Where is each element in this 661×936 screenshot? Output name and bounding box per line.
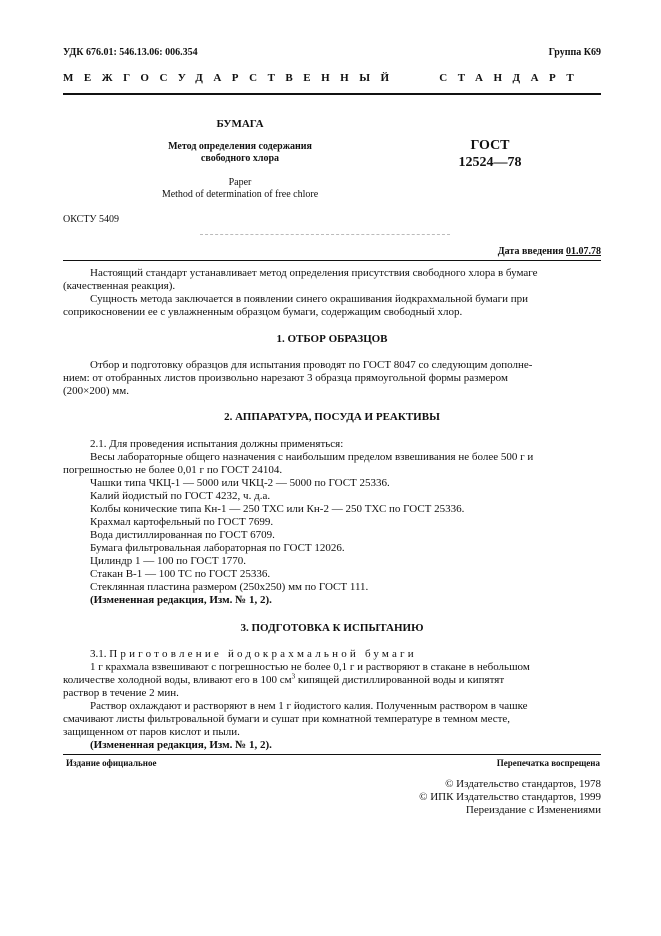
date-rule bbox=[63, 260, 601, 261]
equipment-item: Вода дистиллированная по ГОСТ 6709. bbox=[90, 529, 275, 541]
english-title-line2: Method of determination of free chlore bbox=[161, 189, 319, 200]
equipment-item: Колбы конические типа Кн-1 — 250 ТХС или Кн-2 — 250 ТХС по ГОСТ 25336. bbox=[90, 503, 465, 515]
scales-line2: погрешностью не более 0,01 г по ГОСТ 24104. bbox=[63, 464, 283, 476]
section-3-p2-line3: защищенном от паров кислот и пыли. bbox=[63, 726, 240, 738]
method-title-line1: Метод определения содержания bbox=[168, 141, 312, 152]
scales-item bbox=[63, 451, 601, 477]
introduction-date-value: 01.07.78 bbox=[566, 246, 601, 257]
method-title bbox=[110, 141, 370, 165]
introduction-date-label: Дата введения bbox=[497, 246, 564, 257]
intro-p2-line2: соприкосновении ее с увлажненным образцом бумаги, содержащим свободный хлор. bbox=[63, 306, 463, 318]
intro-paragraph-1 bbox=[63, 267, 601, 293]
official-edition-label: Издание официальное bbox=[66, 758, 157, 768]
section-3-p1-line2 bbox=[63, 674, 601, 687]
section-3-edition-note: (Измененная редакция, Изм. № 1, 2). bbox=[90, 739, 272, 751]
intro-p2-line1: Сущность метода заключается в появлении синего окрашивания йодкрахмальной бумаги при bbox=[90, 293, 529, 305]
equipment-item: Крахмал картофельный по ГОСТ 7699. bbox=[90, 516, 274, 528]
section-1-line2: нием: от отобранных листов произвольно нарезают 3 образца прямоугольной формы размером bbox=[63, 372, 508, 384]
subsection-3-1-title bbox=[90, 648, 601, 661]
section-3-p2-line1: Раствор охлаждают и растворяют в нем 1 г йодистого калия. Полученным раствором в чашке bbox=[90, 700, 528, 712]
section-1-heading: 1. ОТБОР ОБРАЗЦОВ bbox=[276, 333, 388, 345]
equipment-item: Бумага фильтровальная лабораторная по ГОСТ 12026. bbox=[90, 542, 345, 554]
group-code: Группа К69 bbox=[548, 47, 601, 58]
equipment-list bbox=[90, 477, 601, 594]
scan-dash-line bbox=[200, 234, 450, 235]
method-title-line2: свободного хлора bbox=[200, 153, 280, 164]
section-2-heading: 2. АППАРАТУРА, ПОСУДА И РЕАКТИВЫ bbox=[224, 411, 440, 423]
equipment-item: Чашки типа ЧКЦ-1 — 5000 или ЧКЦ-2 — 5000 по ГОСТ 25336. bbox=[90, 477, 390, 489]
equipment-item: Стеклянная пластина размером (250х250) мм по ГОСТ 111. bbox=[90, 581, 369, 593]
section-1-text bbox=[63, 359, 601, 398]
section-3-p2-line2: смачивают листы фильтровальной бумаги и сушат при комнатной температуре в темном месте, bbox=[63, 713, 511, 725]
subsection-number: 3.1. bbox=[90, 648, 107, 660]
section-1-line1: Отбор и подготовку образцов для испытания проводят по ГОСТ 8047 со следующим дополне- bbox=[90, 359, 533, 371]
section-2-intro: 2.1. Для проведения испытания должны применяться: bbox=[90, 438, 344, 450]
copyright-line-1: © Издательство стандартов, 1978 bbox=[445, 778, 601, 790]
intro-p1-line1: Настоящий стандарт устанавливает метод определения присутствия свободного хлора в бумаге bbox=[90, 267, 538, 279]
equipment-item: Стакан В-1 — 100 ТС по ГОСТ 25336. bbox=[90, 568, 271, 580]
cubic-superscript: 3 bbox=[291, 672, 296, 681]
banner-rule bbox=[63, 93, 601, 95]
introduction-date bbox=[380, 245, 601, 258]
equipment-item: Цилиндр 1 — 100 по ГОСТ 1770. bbox=[90, 555, 247, 567]
section-1-line3: (200×200) мм. bbox=[63, 385, 129, 397]
copyright-line-2: © ИПК Издательство стандартов, 1999 bbox=[419, 791, 601, 803]
gost-label: ГОСТ bbox=[470, 138, 510, 153]
reprint-forbidden-label: Перепечатка воспрещена bbox=[496, 758, 600, 768]
section-3-p1-line3: раствор в течение 2 мин. bbox=[63, 687, 179, 699]
english-title-line1: Paper bbox=[228, 177, 252, 188]
gost-number: 12524—78 bbox=[458, 155, 522, 170]
copyright-block bbox=[300, 778, 601, 817]
section-2-edition-note: (Измененная редакция, Изм. № 1, 2). bbox=[90, 594, 272, 606]
product-title: БУМАГА bbox=[216, 118, 264, 130]
subsection-title: Приготовление йодокрахмальной бумаги bbox=[109, 648, 417, 660]
intro-paragraph-2 bbox=[63, 293, 601, 319]
section-3-paragraph-1 bbox=[63, 661, 601, 700]
section-3-p1-line2a: количестве холодной воды, вливают его в 100 см bbox=[63, 674, 292, 686]
reissue-note: Переиздание с Изменениями bbox=[465, 804, 601, 816]
english-title bbox=[110, 177, 370, 201]
gost-designation bbox=[440, 137, 540, 171]
section-3-p1-line2b: кипящей дистиллированной воды и кипятят bbox=[295, 674, 505, 686]
okstu-code: ОКСТУ 5409 bbox=[63, 214, 120, 225]
section-3-p1-line1: 1 г крахмала взвешивают с погрешностью не более 0,1 г и растворяют в стакане в небольшом bbox=[90, 661, 530, 673]
scales-line1: Весы лабораторные общего назначения с наибольшим пределом взвешивания не более 500 г и bbox=[90, 451, 534, 463]
intro-p1-line2: (качественная реакция). bbox=[63, 280, 176, 292]
standard-banner: МЕЖГОСУДАРСТВЕННЫЙ СТАНДАРТ bbox=[63, 72, 585, 84]
section-3-paragraph-2 bbox=[63, 700, 601, 739]
udk-code: УДК 676.01: 546.13.06: 006.354 bbox=[63, 47, 198, 58]
section-3-heading: 3. ПОДГОТОВКА К ИСПЫТАНИЮ bbox=[240, 622, 424, 634]
footer-rule bbox=[63, 754, 601, 755]
equipment-item: Калий йодистый по ГОСТ 4232, ч. д.а. bbox=[90, 490, 271, 502]
